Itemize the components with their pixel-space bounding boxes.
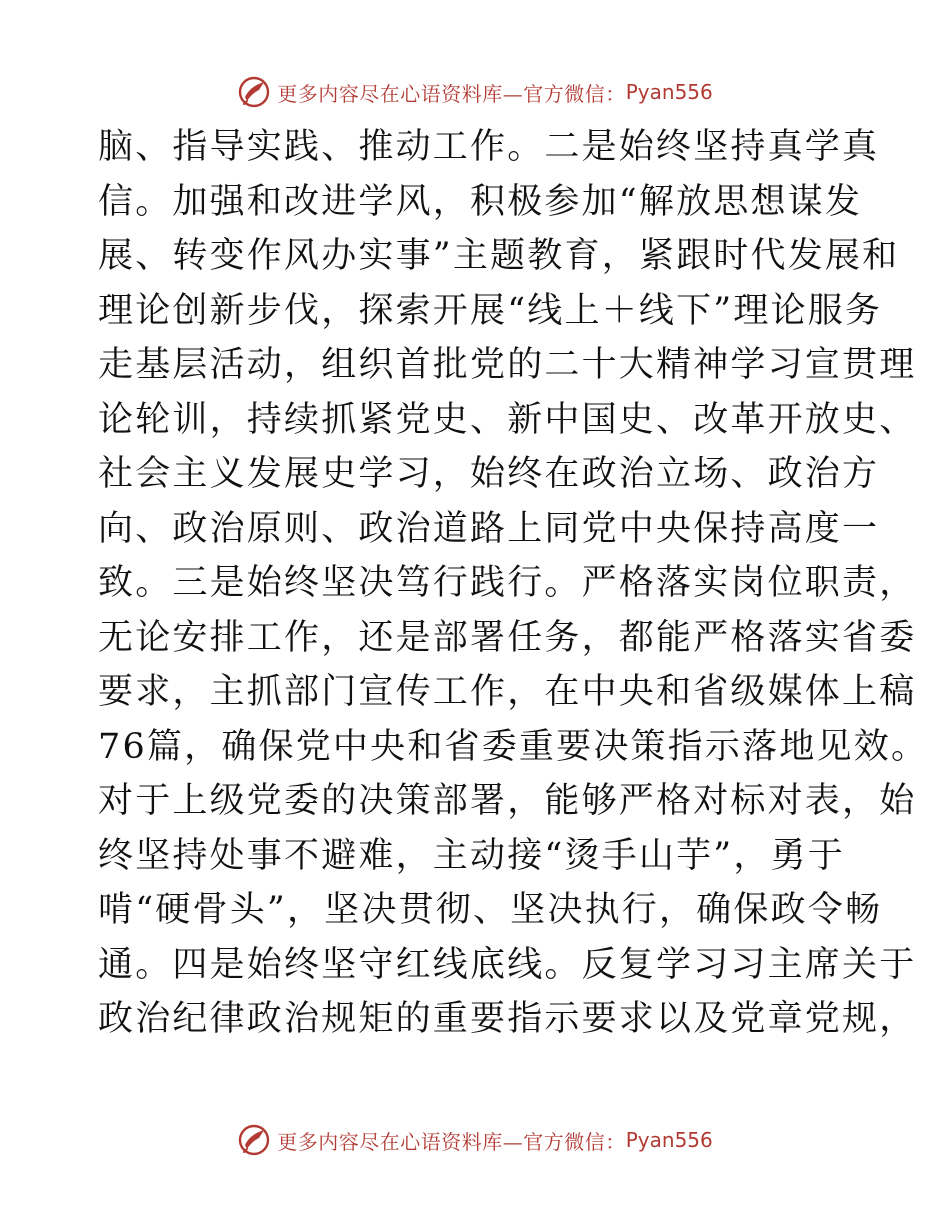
header-banner xyxy=(0,72,950,112)
body-line: 理论创新步伐，探索开展“线上＋线下”理论服务 xyxy=(98,290,883,331)
body-line: 论轮训，持续抓紧党史、新中国史、改革开放史、 xyxy=(98,399,917,440)
pen-logo-icon xyxy=(237,1123,271,1157)
footer-banner xyxy=(0,1120,950,1160)
footer-wechat-id: Pyan556 xyxy=(625,1128,713,1152)
document-body xyxy=(98,120,929,1047)
body-line: 政治纪律政治规矩的重要指示要求以及党章党规， xyxy=(98,999,917,1039)
body-line: 向、政治原则、政治道路上同党中央保持高度一 xyxy=(98,508,880,549)
body-line: 走基层活动，组织首批党的二十大精神学习宣贯理 xyxy=(98,345,917,385)
body-line: 76篇，确保党中央和省委重要决策指示落地见效。 xyxy=(98,726,929,767)
header-wechat-id: Pyan556 xyxy=(625,80,713,104)
header-banner-text: 更多内容尽在心语资料库—官方微信： xyxy=(277,81,626,106)
body-line: 啃“硬骨头”，坚决贯彻、坚决执行，确保政令畅 xyxy=(98,890,883,930)
body-line: 通。四是始终坚守红线底线。反复学习习主席关于 xyxy=(98,944,917,985)
body-line: 展、转变作风办实事”主题教育，紧跟时代发展和 xyxy=(98,236,900,276)
body-line: 无论安排工作，还是部署任务，都能严格落实省委 xyxy=(98,617,917,658)
body-line: 信。加强和改进学风，积极参加“解放思想谋发 xyxy=(98,181,863,222)
body-line: 社会主义发展史学习，始终在政治立场、政治方 xyxy=(98,454,880,494)
body-line: 终坚持处事不避难，主动接“烫手山芋”，勇于 xyxy=(98,835,845,876)
body-line: 脑、指导实践、推动工作。二是始终坚持真学真 xyxy=(98,127,880,167)
footer-banner-text: 更多内容尽在心语资料库—官方微信： xyxy=(277,1129,626,1154)
body-line: 要求，主抓部门宣传工作，在中央和省级媒体上稿 xyxy=(98,672,917,712)
body-line: 对于上级党委的决策部署，能够严格对标对表，始 xyxy=(98,781,917,821)
body-line: 致。三是始终坚决笃行践行。严格落实岗位职责， xyxy=(98,563,917,603)
pen-logo-icon xyxy=(237,75,271,109)
